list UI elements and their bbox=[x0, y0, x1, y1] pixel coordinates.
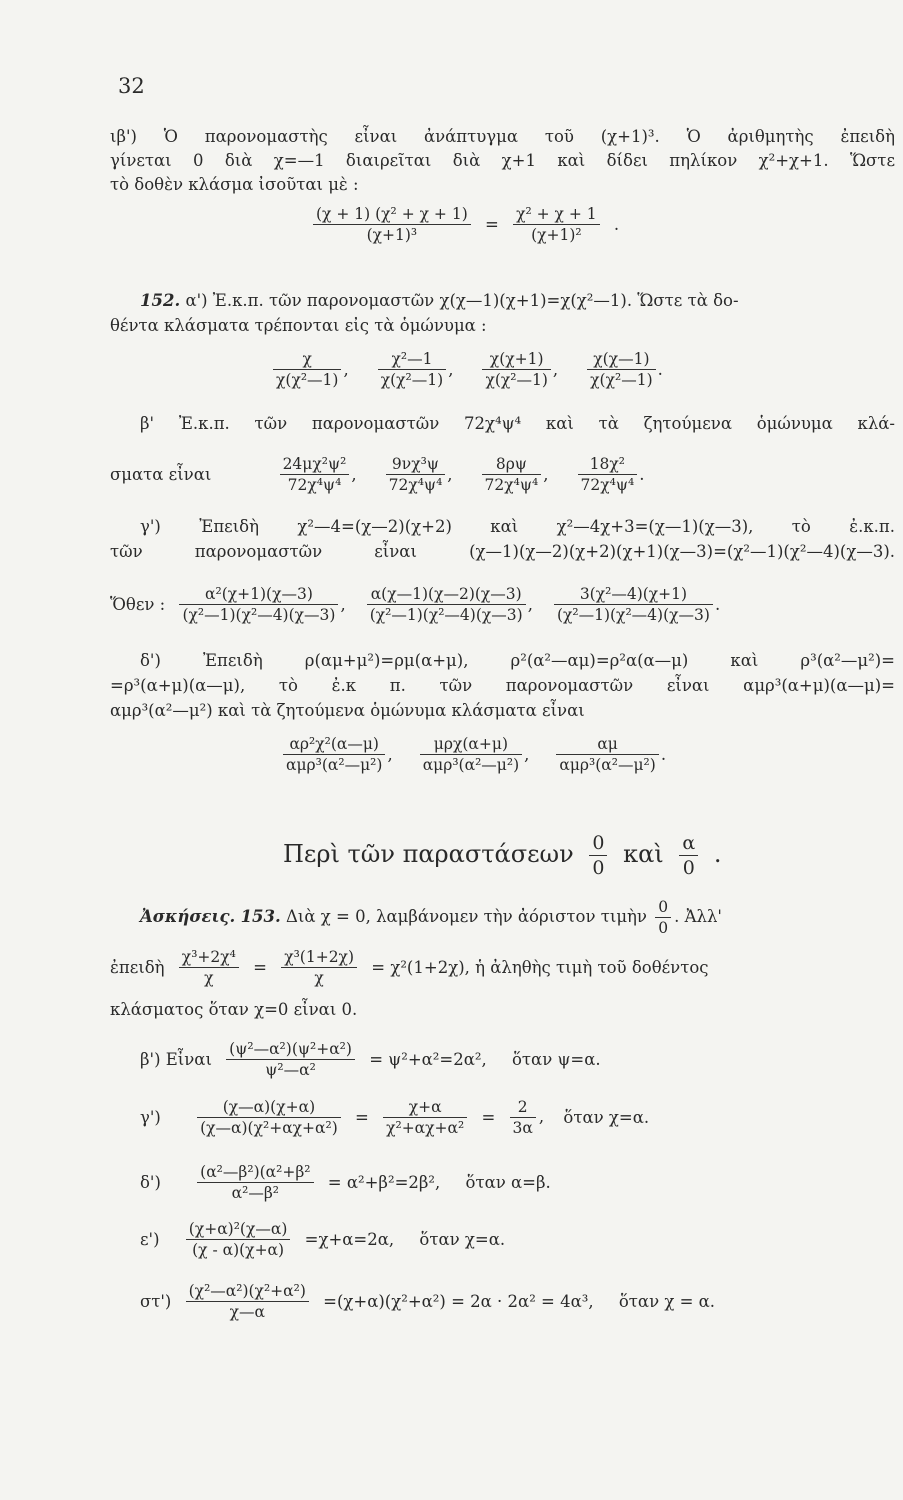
fraction: $\frac{\text{χ² + χ + 1}}{\text{(χ+1)²}}$ bbox=[513, 205, 600, 244]
fraction: $\frac{\alpha\mu}{\text{αμρ³(α²—μ²)}}$ bbox=[556, 735, 658, 774]
fraction: $\frac{\alpha(\chi—1)(\chi—2)(\chi—3)}{\text{(χ²—1)(χ²—4)(χ—3)}}$ bbox=[367, 585, 526, 624]
para-152d-line3: αμρ³(α²—μ²) καὶ τὰ ζητούμενα ὁμώνυμα κλάσματα εἶναι bbox=[110, 701, 585, 720]
fraction: $\frac{\chi(\chi+1)}{\text{χ(χ²—1)}}$ bbox=[482, 350, 550, 389]
page-number: 32 bbox=[118, 74, 145, 98]
para-ib-line3: τὸ δοθὲν κλάσμα ἰσοῦται μὲ : bbox=[110, 175, 359, 194]
ex153-gamma: γ') $\frac{(\chi—\alpha)(\chi+\alpha)}{\text{(χ—α)(χ²+αχ+α²)}}$ = $\frac{\chi+\alpha}{\text{χ²+αχ+α²}}$ = $\frac{2}{3\alpha}$ , ὅταν χ=α. bbox=[140, 1098, 650, 1137]
fraction: $\frac{\text{24μχ²ψ²}}{\text{72χ⁴ψ⁴}}$ bbox=[280, 455, 350, 494]
separator: , bbox=[387, 745, 393, 764]
para-ib-line2: γίνεται 0 διὰ χ=—1 διαιρεῖται διὰ χ+1 καὶ δίδει πηλίκον χ²+χ+1. Ὥστε bbox=[110, 151, 895, 170]
exercise-number: 152. bbox=[140, 291, 181, 310]
lead-text: σματα εἶναι bbox=[110, 465, 212, 484]
fraction: $\frac{0}{0}$ bbox=[589, 832, 607, 879]
para-152a-line1: 152. α') Ἐ.κ.π. τῶν παρονομαστῶν χ(χ—1)(χ+1)=χ(χ²—1). Ὥστε τὰ δο- bbox=[140, 291, 739, 310]
separator: . bbox=[714, 595, 721, 614]
fraction: $\frac{\text{αρ²χ²(α—μ)}}{\text{αμρ³(α²—μ²)}}$ bbox=[283, 735, 385, 774]
separator: . bbox=[660, 745, 667, 764]
fraction: $\frac{\text{χ²—1}}{\text{χ(χ²—1)}}$ bbox=[378, 350, 446, 389]
fraction: $\frac{\text{3(χ²—4)(χ+1)}}{\text{(χ²—1)(χ²—4)(χ—3)}}$ bbox=[554, 585, 713, 624]
fraction: $\frac{\text{(ψ²—α²)(ψ²+α²)}}{\text{ψ²—α²}}$ bbox=[226, 1040, 355, 1079]
ex153-line3: κλάσματος ὅταν χ=0 εἶναι 0. bbox=[110, 1000, 358, 1019]
ex153-line2: ἐπειδὴ $\frac{\text{χ³+2χ⁴}}{\chi}$ = $\frac{\text{χ³(1+2χ)}}{\chi}$ = χ²(1+2χ), ἡ ἀληθὴς τιμὴ τοῦ δοθέντος bbox=[110, 948, 709, 987]
para-152b-line1: β' Ἐ.κ.π. τῶν παρονομαστῶν 72χ⁴ψ⁴ καὶ τὰ ζητούμενα ὁμώνυμα κλά- bbox=[140, 414, 895, 433]
fraction: $\frac{\text{α²(χ+1)(χ—3)}}{\text{(χ²—1)(χ²—4)(χ—3)}}$ bbox=[179, 585, 338, 624]
para-152c-line1: γ') Ἐπειδὴ χ²—4=(χ—2)(χ+2) καὶ χ²—4χ+3=(χ—1)(χ—3), τὸ ἐ.κ.π. bbox=[140, 517, 895, 536]
exercises-label: Ἀσκήσεις. bbox=[140, 907, 236, 926]
fraction: $\frac{\alpha}{0}$ bbox=[679, 832, 698, 879]
separator: , bbox=[543, 465, 549, 484]
separator: , bbox=[340, 595, 346, 614]
separator: . bbox=[657, 360, 663, 379]
para-152c-line2: τῶν παρονομαστῶν εἶναι (χ—1)(χ—2)(χ+2)(χ+1)(χ—3)=(χ²—1)(χ²—4)(χ—3). bbox=[110, 542, 895, 561]
para-152a-line2: θέντα κλάσματα τρέπονται εἰς τὰ ὁμώνυμα : bbox=[110, 316, 487, 335]
fraction: $\frac{\text{(α²—β²)(α²+β²}}{\text{α²—β²}}$ bbox=[197, 1163, 313, 1202]
fractions-152a bbox=[270, 350, 689, 389]
fraction: $\frac{8\rho\psi}{\text{72χ⁴ψ⁴}}$ bbox=[482, 455, 542, 494]
fraction: $\frac{\text{(χ + 1) (χ² + χ + 1)}}{\text{(χ+1)³}}$ bbox=[313, 205, 471, 244]
equation-ib: $\frac{\text{(χ + 1) (χ² + χ + 1)}}{\text{(χ+1)³}}$ = $\frac{\text{χ² + χ + 1}}{\text{(χ+1)²}}$ . bbox=[310, 205, 625, 244]
para-152d-line2: =ρ³(α+μ)(α—μ), τὸ ἐ.κ π. τῶν παρονομαστῶν εἶναι αμρ³(α+μ)(α—μ)= bbox=[110, 676, 895, 695]
fraction: $\frac{\text{18χ²}}{\text{72χ⁴ψ⁴}}$ bbox=[578, 455, 638, 494]
lead-text: Ὅθεν : bbox=[110, 594, 166, 614]
fraction: $\frac{\chi+\alpha}{\text{χ²+αχ+α²}}$ bbox=[383, 1098, 467, 1137]
fraction: $\frac{0}{0}$ bbox=[655, 898, 671, 937]
fraction: $\frac{2}{3\alpha}$ bbox=[510, 1098, 536, 1137]
ex153-st: στ') $\frac{\text{(χ²—α²)(χ²+α²)}}{\chi—\alpha}$ =(χ+α)(χ²+α²) = 2α · 2α² = 4α³, ὅταν χ = α. bbox=[140, 1282, 716, 1321]
fraction: $\frac{\text{μρχ(α+μ)}}{\text{αμρ³(α²—μ²)}}$ bbox=[420, 735, 522, 774]
exercise-number: 153. bbox=[240, 907, 281, 926]
fraction: $\frac{\text{χ³(1+2χ)}}{\chi}$ bbox=[281, 948, 357, 987]
section-heading: Περὶ τῶν παραστάσεων $\frac{0}{0}$ καὶ $\frac{\alpha}{0}$ . bbox=[283, 832, 722, 879]
separator: , bbox=[448, 360, 454, 379]
ex153-epsilon: ε') $\frac{\text{(χ+α)²(χ—α)}}{(\chi - \alpha)(\chi+\alpha)}$ =χ+α=2α, ὅταν χ=α. bbox=[140, 1220, 506, 1259]
fraction: $\frac{\chi}{\text{χ(χ²—1)}}$ bbox=[273, 350, 341, 389]
separator: , bbox=[351, 465, 357, 484]
para-152d-line1: δ') Ἐπειδὴ ρ(αμ+μ²)=ρμ(α+μ), ρ²(α²—αμ)=ρ²α(α—μ) καὶ ρ³(α²—μ²)= bbox=[140, 651, 895, 670]
ex153-line1: Ἀσκήσεις. 153. Διὰ χ = 0, λαμβάνομεν τὴν ἀόριστον τιμὴν $\frac{0}{0}$ . Ἀλλ' bbox=[140, 898, 722, 937]
fraction: $\frac{\text{(χ+α)²(χ—α)}}{(\chi - \alpha)(\chi+\alpha)}$ bbox=[186, 1220, 291, 1259]
ex153-beta: β') Εἶναι $\frac{\text{(ψ²—α²)(ψ²+α²)}}{\text{ψ²—α²}}$ = ψ²+α²=2α², ὅταν ψ=α. bbox=[140, 1040, 601, 1079]
separator: , bbox=[552, 360, 559, 379]
fractions-152d bbox=[280, 735, 690, 774]
fraction: $\frac{\chi(\chi—1)}{\text{χ(χ²—1)}}$ bbox=[587, 350, 655, 389]
separator: , bbox=[524, 745, 530, 764]
fractions-152c bbox=[110, 585, 738, 624]
ex153-delta: δ') $\frac{\text{(α²—β²)(α²+β²}}{\text{α²—β²}}$ = α²+β²=2β², ὅταν α=β. bbox=[140, 1163, 551, 1202]
separator: , bbox=[527, 595, 533, 614]
fraction: $\frac{\text{9νχ³ψ}}{\text{72χ⁴ψ⁴}}$ bbox=[386, 455, 446, 494]
para-ib-line1: ιβ') Ὁ παρονομαστὴς εἶναι ἀνάπτυγμα τοῦ (χ+1)³. Ὁ ἀριθμητὴς ἐπειδὴ bbox=[110, 127, 895, 146]
fraction: $\frac{\text{χ³+2χ⁴}}{\chi}$ bbox=[179, 948, 239, 987]
fractions-152b bbox=[110, 455, 670, 494]
fraction: $\frac{(\chi—\alpha)(\chi+\alpha)}{\text{(χ—α)(χ²+αχ+α²)}}$ bbox=[197, 1098, 341, 1137]
fraction: $\frac{\text{(χ²—α²)(χ²+α²)}}{\chi—\alpha}$ bbox=[186, 1282, 309, 1321]
separator: . bbox=[639, 465, 645, 484]
separator: , bbox=[343, 360, 349, 379]
separator: , bbox=[447, 465, 453, 484]
